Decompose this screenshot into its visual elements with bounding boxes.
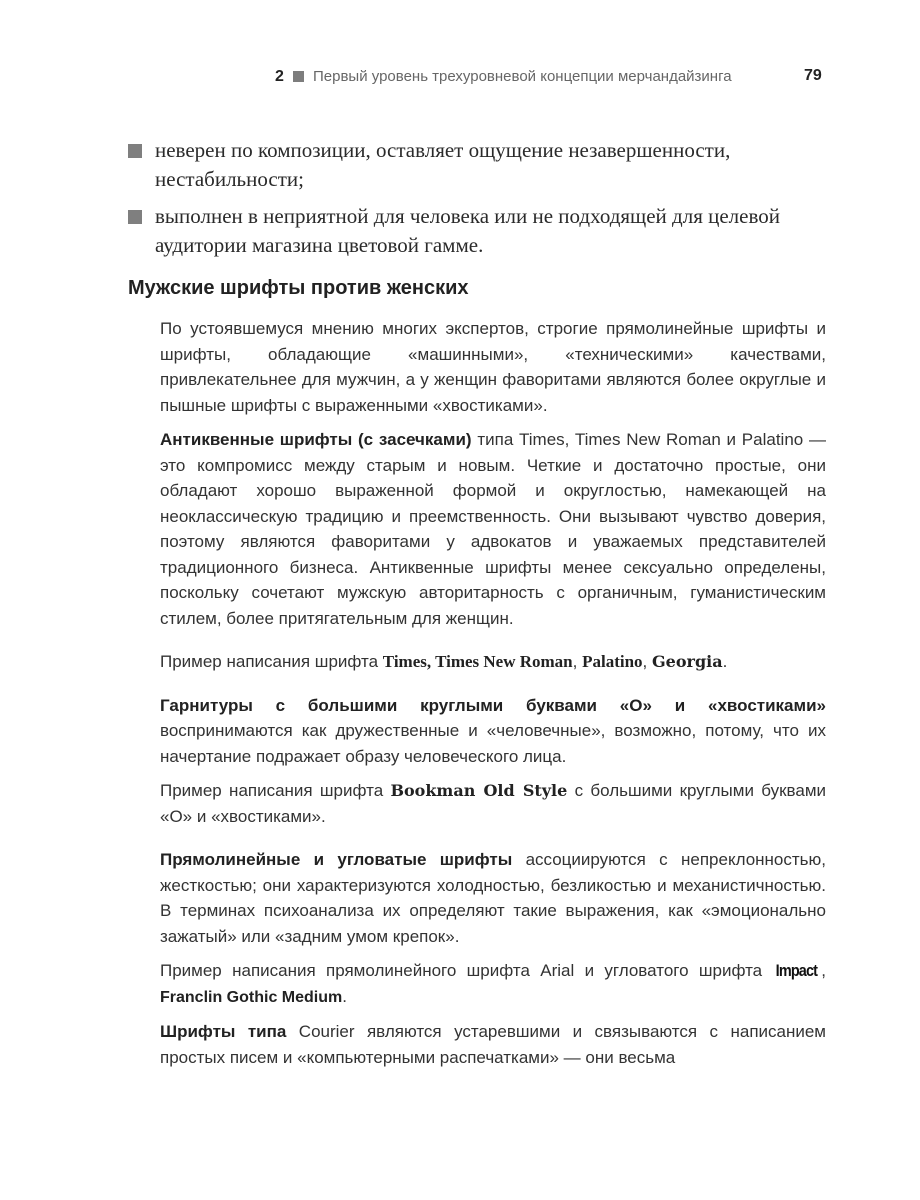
period: . (342, 986, 347, 1006)
example-prefix: Пример написания прямолинейного шрифта Arial и угловатого шрифта (160, 961, 773, 980)
paragraph-text: воспринимаются как дружественные и «человечные», возможно, потому, что их начертание подражает образу человеческого лица. (160, 721, 826, 766)
sample-times-new-roman: Times New Roman (435, 652, 573, 671)
paragraph-serif-fonts (160, 427, 826, 631)
example-prefix: Пример написания шрифта (160, 781, 391, 800)
example-bookman (160, 778, 826, 829)
paragraph-text: типа Times, Times New Roman и Palatino — это компромисс между старым и новым. Четкие и достаточно простые, они обладают хорошо выраженной формой и округлостью, намекающей на неоклассическую традицию и преемственность. Они вызывают чувство доверия, поэтому являются фаворитами у адвокатов и уважаемых представителей традиционного бизнеса. Антиквенные шрифты менее сексуально определены, поскольку сочетают мужскую авторитарность с органичным, гуманистическим стилем, более притягательным для женщин. (160, 430, 826, 628)
sample-franklin-gothic: Franclin Gothic Medium (160, 988, 343, 1006)
section-heading: Мужские шрифты против женских (128, 277, 469, 299)
paragraph-text: с большими круглыми буквами «О» и «хвостиками». (160, 781, 827, 826)
running-head (0, 66, 920, 90)
sample-bookman: Bookman Old Style (390, 781, 568, 800)
list-item (128, 136, 828, 194)
square-bullet-icon (128, 144, 142, 158)
separator: , (572, 652, 583, 671)
list-item-text: выполнен в неприятной для человека или не подходящей для целевой аудитории магазина цветовой гамме. (155, 204, 780, 257)
term-serif-fonts: Антиквенные шрифты (с засечками) (160, 430, 472, 449)
example-serif-fonts (160, 649, 826, 675)
bullet-list (128, 136, 828, 268)
paragraph-text: ассоциируются с непреклонностью, жесткостью; они характеризуются холодностью, безликостью и механистичностью. В терминах психоанализа их определяют такие выражения, как «эмоционально зажатый» или «задним умом крепок». (160, 850, 826, 946)
list-item (128, 202, 828, 260)
chapter-number: 2 (275, 68, 284, 85)
separator: , (642, 652, 652, 671)
separator: , (426, 652, 436, 671)
paragraph-round-fonts (160, 693, 826, 770)
paragraph-courier (160, 1019, 826, 1070)
example-prefix: Пример написания шрифта (160, 652, 383, 671)
example-arial-impact (160, 958, 826, 1010)
list-item-text: неверен по композиции, оставляет ощущение незавершенности, нестабильности; (155, 138, 731, 191)
paragraph-angular-fonts (160, 847, 826, 949)
section-body (160, 316, 826, 1079)
sample-palatino: Palatino (582, 652, 643, 671)
chapter-title: Первый уровень трехуровневой концепции мерчандайзинга (313, 68, 732, 85)
page-number: 79 (804, 67, 822, 84)
term-round-fonts: Гарнитуры с большими круглыми буквами «О» и «хвостиками» (160, 695, 826, 715)
paragraph-text: Courier являются устаревшими и связываются с написанием простых писем и «компьютерными распечатками» — они весьма (160, 1022, 826, 1067)
sample-impact: Impact (776, 961, 818, 980)
paragraph-intro: По устоявшемуся мнению многих экспертов, строгие прямолинейные шрифты и шрифты, обладающие «машинными», «техническими» качествами, привлекательнее для мужчин, а у женщин фаворитами являются более округлые и пышные шрифты с выраженными «хвостиками». (160, 319, 826, 415)
sample-georgia: Georgia (652, 652, 723, 671)
separator: , (821, 961, 826, 980)
square-bullet-icon (128, 210, 142, 224)
sample-times: Times (382, 652, 427, 671)
term-angular-fonts: Прямолинейные и угловатые шрифты (160, 850, 513, 869)
square-bullet-icon (293, 71, 304, 82)
period: . (722, 652, 728, 671)
term-courier-fonts: Шрифты типа (160, 1022, 287, 1041)
